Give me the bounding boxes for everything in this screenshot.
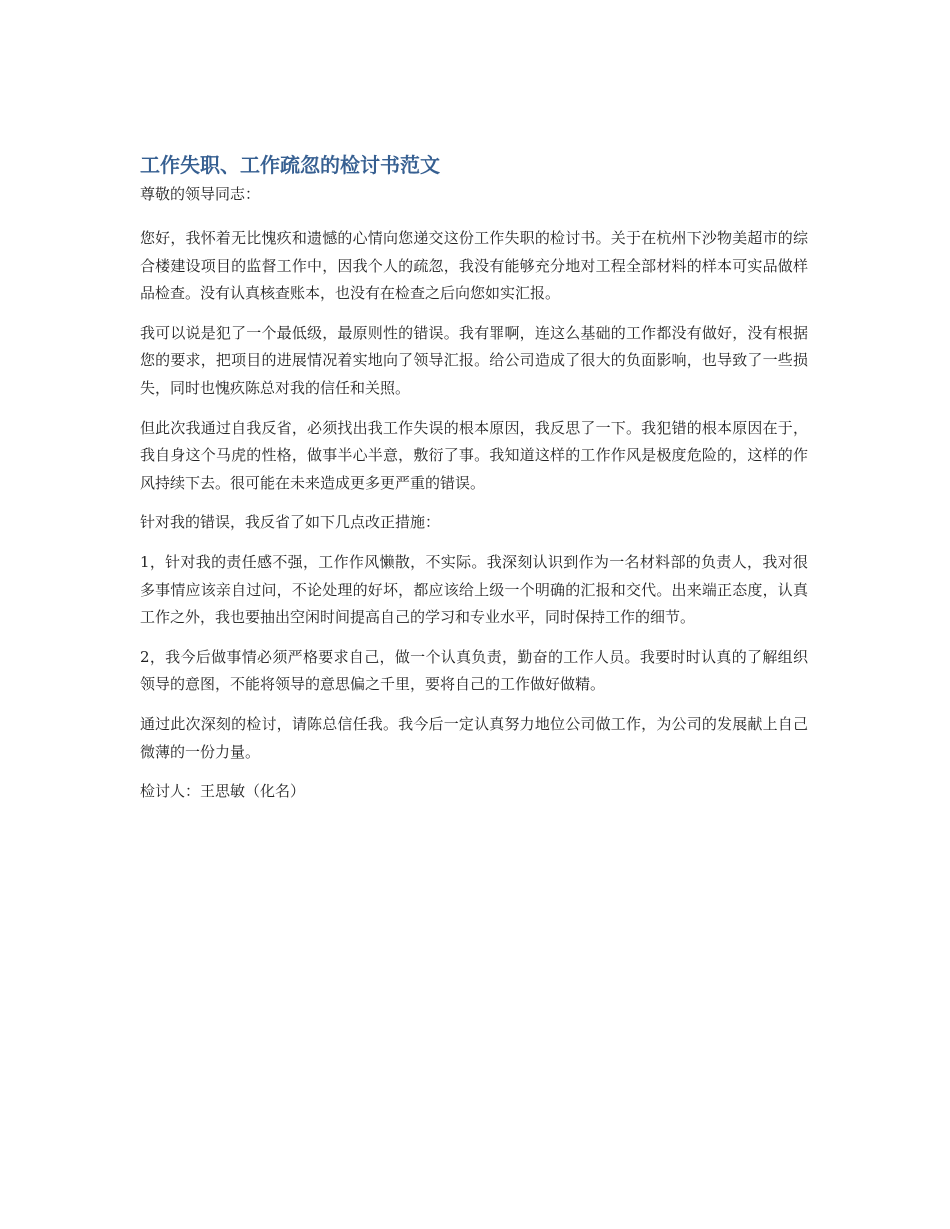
paragraph-closing: 通过此次深刻的检讨，请陈总信任我。我今后一定认真努力地位公司做工作，为公司的发展献上自己微薄的一份力量。	[140, 714, 808, 761]
document-page	[140, 150, 808, 804]
signature-line: 检讨人：王思敏（化名）	[140, 782, 306, 801]
paragraph-reflection: 但此次我通过自我反省，必须找出我工作失误的根本原因，我反思了一下。我犯错的根本原因在于，我自身这个马虎的性格，做事半心半意，敷衍了事。我知道这样的工作作风是极度危险的，这样的作风持续下去。很可能在未来造成更多更严重的错误。	[140, 418, 808, 492]
paragraph-admission: 我可以说是犯了一个最低级，最原则性的错误。我有罪啊，连这么基础的工作都没有做好，没有根据您的要求，把项目的进展情况着实地向了领导汇报。给公司造成了很大的负面影响，也导致了一些损失，同时也愧疚陈总对我的信任和关照。	[140, 323, 808, 397]
paragraph-measures-intro: 针对我的错误，我反省了如下几点改正措施：	[140, 513, 441, 532]
paragraph-measure-1: 1，针对我的责任感不强，工作作风懒散，不实际。我深刻认识到作为一名材料部的负责人，我对很多事情应该亲自过问，不论处理的好坏，都应该给上级一个明确的汇报和交代。出来端正态度，认真工作之外，我也要抽出空闲时间提高自己的学习和专业水平，同时保持工作的细节。	[140, 552, 808, 627]
paragraph-opening: 您好，我怀着无比愧疚和遗憾的心情向您递交这份工作失职的检讨书。关于在杭州下沙物美超市的综合楼建设项目的监督工作中，因我个人的疏忽，我没有能够充分地对工程全部材料的样本可实品做样品检查。没有认真核查账本，也没有在检查之后向您如实汇报。	[140, 229, 808, 303]
salutation: 尊敬的领导同志：	[140, 185, 261, 203]
paragraph-measure-2: 2，我今后做事情必须严格要求自己，做一个认真负责，勤奋的工作人员。我要时时认真的了解组织领导的意图，不能将领导的意思偏之千里，要将自己的工作做好做精。	[140, 647, 808, 694]
document-title: 工作失职、工作疏忽的检讨书范文	[140, 153, 440, 177]
